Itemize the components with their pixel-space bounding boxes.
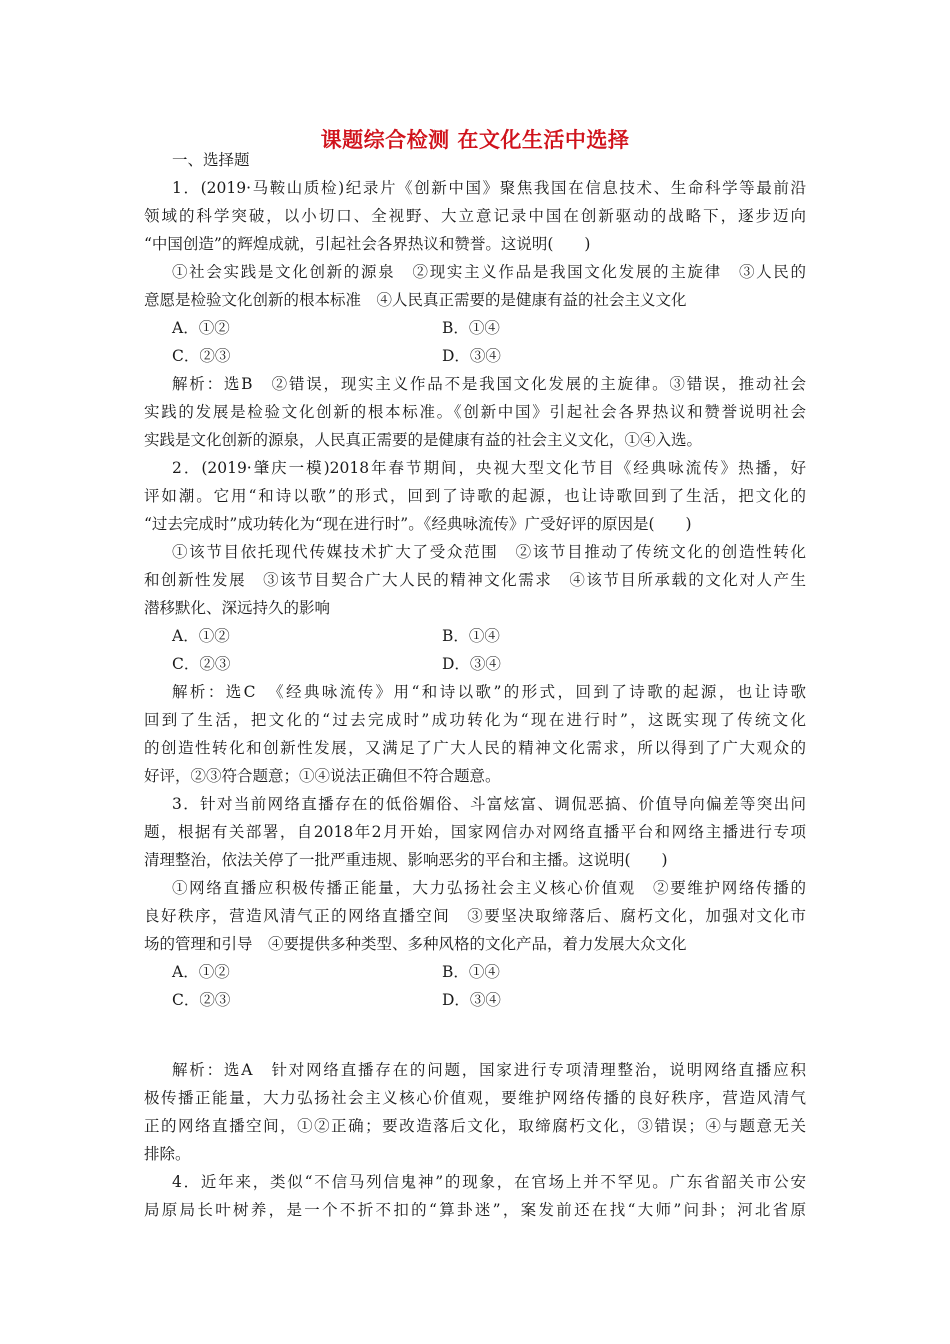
question-2-item: ①该节目依托现代传媒技术扩大了受众范围 ②该节目推动了传统文化的创造性转化 <box>172 543 806 561</box>
page-title: 课题综合检测 在文化生活中选择 <box>320 128 630 152</box>
question-1-item: 意愿是检验文化创新的根本标准 ④人民真正需要的是健康有益的社会主义文化 <box>144 291 687 309</box>
question-3-option-b: B．①④ <box>442 963 500 981</box>
question-4-stem: 4．近年来，类似“不信马列信鬼神”的现象，在官场上并不罕见。广东省韶关市公安 <box>172 1173 806 1191</box>
question-1-option-c: C．②③ <box>172 347 231 365</box>
question-3-analysis: 极传播正能量，大力弘扬社会主义核心价值观，要维护网络传播的良好秩序，营造风清气 <box>144 1089 806 1107</box>
question-3-option-d: D．③④ <box>442 991 501 1009</box>
question-2-option-a: A．①② <box>172 627 230 645</box>
question-2-analysis: 回到了生活，把文化的“过去完成时”成功转化为“现在进行时”，这既实现了传统文化 <box>144 711 806 729</box>
question-1-stem: 领域的科学突破，以小切口、全视野、大立意记录中国在创新驱动的战略下，逐步迈向 <box>144 207 806 225</box>
question-3-stem: 3．针对当前网络直播存在的低俗媚俗、斗富炫富、调侃恶搞、价值导向偏差等突出问 <box>172 795 806 813</box>
question-3-analysis: 解析：选A 针对网络直播存在的问题，国家进行专项清理整治，说明网络直播应积 <box>172 1061 806 1079</box>
question-1-analysis: 实践的发展是检验文化创新的根本标准。《创新中国》引起社会各界热议和赞誉说明社会 <box>144 403 806 421</box>
section-heading: 一、选择题 <box>172 151 250 169</box>
question-2-stem: “过去完成时”成功转化为“现在进行时”。《经典咏流传》广受好评的原因是( ) <box>144 515 692 533</box>
question-2-analysis: 解析：选C 《经典咏流传》用“和诗以歌”的形式，回到了诗歌的起源，也让诗歌 <box>172 683 806 701</box>
question-2-stem: 评如潮。它用“和诗以歌”的形式，回到了诗歌的起源，也让诗歌回到了生活，把文化的 <box>144 487 806 505</box>
question-2-item: 潜移默化、深远持久的影响 <box>144 599 331 617</box>
question-3-option-c: C．②③ <box>172 991 231 1009</box>
question-2-item: 和创新性发展 ③该节目契合广大人民的精神文化需求 ④该节目所承载的文化对人产生 <box>144 571 806 589</box>
question-2-option-c: C．②③ <box>172 655 231 673</box>
question-2-stem: 2．(2019·肇庆一模)2018年春节期间，央视大型文化节目《经典咏流传》热播，好 <box>172 459 806 477</box>
question-2-analysis: 好评，②③符合题意；①④说法正确但不符合题意。 <box>144 767 501 785</box>
question-1-option-a: A．①② <box>172 319 230 337</box>
question-2-option-b: B．①④ <box>442 627 500 645</box>
question-1-stem: 1．(2019·马鞍山质检)纪录片《创新中国》聚焦我国在信息技术、生命科学等最前沿 <box>172 179 806 197</box>
question-3-item: 良好秩序，营造风清气正的网络直播空间 ③要坚决取缔落后、腐朽文化，加强对文化市 <box>144 907 806 925</box>
question-2-option-d: D．③④ <box>442 655 501 673</box>
question-3-stem: 清理整治，依法关停了一批严重违规、影响恶劣的平台和主播。这说明( ) <box>144 851 668 869</box>
question-2-analysis: 的创造性转化和创新性发展，又满足了广大人民的精神文化需求，所以得到了广大观众的 <box>144 739 806 757</box>
question-3-item: ①网络直播应积极传播正能量，大力弘扬社会主义核心价值观 ②要维护网络传播的 <box>172 879 806 897</box>
question-4-stem: 局原局长叶树养，是一个不折不扣的“算卦迷”，案发前还在找“大师”问卦；河北省原 <box>144 1201 806 1219</box>
question-1-analysis: 解析：选B ②错误，现实主义作品不是我国文化发展的主旋律。③错误，推动社会 <box>172 375 806 393</box>
question-3-stem: 题，根据有关部署，自2018年2月开始，国家网信办对网络直播平台和网络主播进行专项 <box>144 823 806 841</box>
question-3-analysis: 正的网络直播空间，①②正确；要改造落后文化，取缔腐朽文化，③错误；④与题意无关 <box>144 1117 806 1135</box>
question-1-item: ①社会实践是文化创新的源泉 ②现实主义作品是我国文化发展的主旋律 ③人民的 <box>172 263 806 281</box>
question-3-analysis: 排除。 <box>144 1145 191 1163</box>
question-1-option-b: B．①④ <box>442 319 500 337</box>
question-1-analysis: 实践是文化创新的源泉，人民真正需要的是健康有益的社会主义文化，①④入选。 <box>144 431 703 449</box>
question-1-stem: “中国创造”的辉煌成就，引起社会各界热议和赞誉。这说明( ) <box>144 235 591 253</box>
question-3-option-a: A．①② <box>172 963 230 981</box>
question-1-option-d: D．③④ <box>442 347 501 365</box>
question-3-item: 场的管理和引导 ④要提供多种类型、多种风格的文化产品，着力发展大众文化 <box>144 935 687 953</box>
